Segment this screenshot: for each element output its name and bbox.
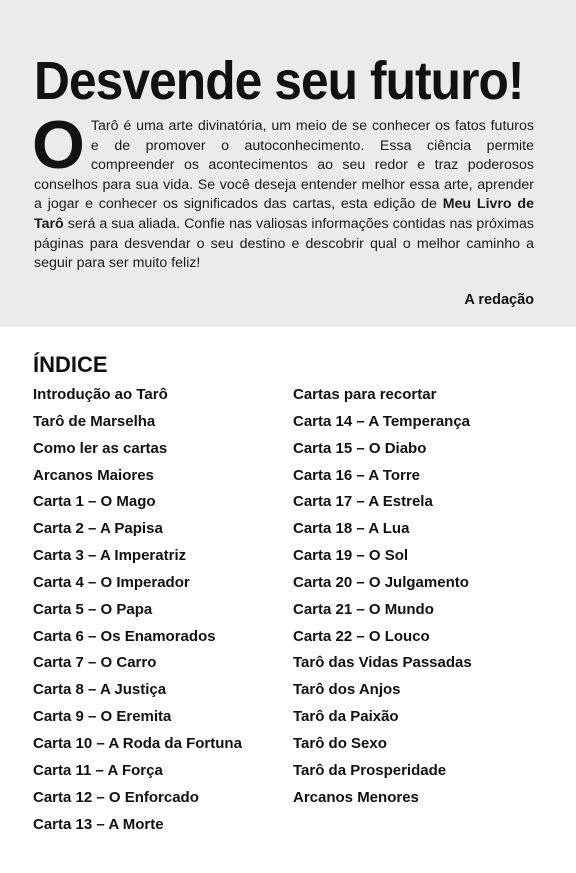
index-entry: Carta 4 – O Imperador [33,573,190,591]
index-entry: Carta 22 – O Louco [293,627,430,645]
index-entry: Carta 3 – A Imperatriz [33,547,187,565]
index-entry: Tarô dos Anjos [293,681,401,699]
index-entry: Tarô da Paixão [293,708,399,726]
index-column-right [293,384,472,814]
intro-text-2: será a sua aliada. Confie nas valiosas informações contidas nas próximas páginas para desvendar o seu destino e descobrir qual o melhor caminho a seguir para ser muito feliz! [34,215,534,272]
index-entry: Carta 2 – A Papisa [33,520,163,538]
index-entry: Carta 1 – O Mago [33,493,156,511]
index-entry: Carta 9 – O Eremita [33,708,172,726]
index-entry: Carta 12 – O Enforcado [33,788,199,806]
index-entry: Carta 18 – A Lua [293,520,410,538]
index-entry: Cartas para recortar [293,386,437,403]
index-title: ÍNDICE [33,352,108,377]
index-entry: Carta 13 – A Morte [33,815,164,833]
index-entry: Carta 16 – A Torre [293,466,420,484]
index-entry: Carta 20 – O Julgamento [293,573,469,591]
index-column-left [33,384,242,840]
index-entry: Carta 11 – A Força [33,761,163,779]
index-entry: Como ler as cartas [33,439,168,457]
index-entry: Tarô de Marselha [33,412,156,430]
index-entry: Carta 5 – O Papa [33,600,153,618]
magazine-name: Meu Livro de Tarô [34,196,534,232]
index-entry: Carta 17 – A Estrela [293,493,433,511]
index-entry: Tarô da Prosperidade [293,761,447,779]
index-entry: Carta 21 – O Mundo [293,600,434,618]
index-entry: Carta 10 – A Roda da Fortuna [33,734,242,752]
index-entry: Arcanos Maiores [33,466,154,484]
index-entry: Introdução ao Tarô [33,386,168,403]
intro-panel [0,0,576,327]
drop-cap: O [32,107,85,183]
index-entry: Carta 19 – O Sol [293,547,409,565]
signature: A redação [464,292,534,308]
index-entry: Carta 15 – O Diabo [293,439,427,457]
index-entry: Arcanos Menores [293,788,419,806]
index-entry: Carta 6 – Os Enamorados [33,627,216,645]
intro-paragraph [32,107,534,274]
page-title: Desvende seu futuro! [34,51,524,111]
index-entry: Tarô do Sexo [293,734,387,752]
index-entry: Carta 7 – O Carro [33,654,157,672]
index-entry: Carta 14 – A Temperança [293,412,471,430]
index-entry: Tarô das Vidas Passadas [293,654,472,672]
index-entry: Carta 8 – A Justiça [33,681,167,699]
intro-text-1: Tarô é uma arte divinatória, um meio de se conhecer os fatos futuros e de promover o autoconhecimento. Essa ciência permite compreender os acontecimentos ao seu redor e traz poderosos conselhos para sua vida. Se você deseja entender melhor essa arte, aprender a jogar e conhecer os significados das cartas, esta edição de [34,118,534,213]
